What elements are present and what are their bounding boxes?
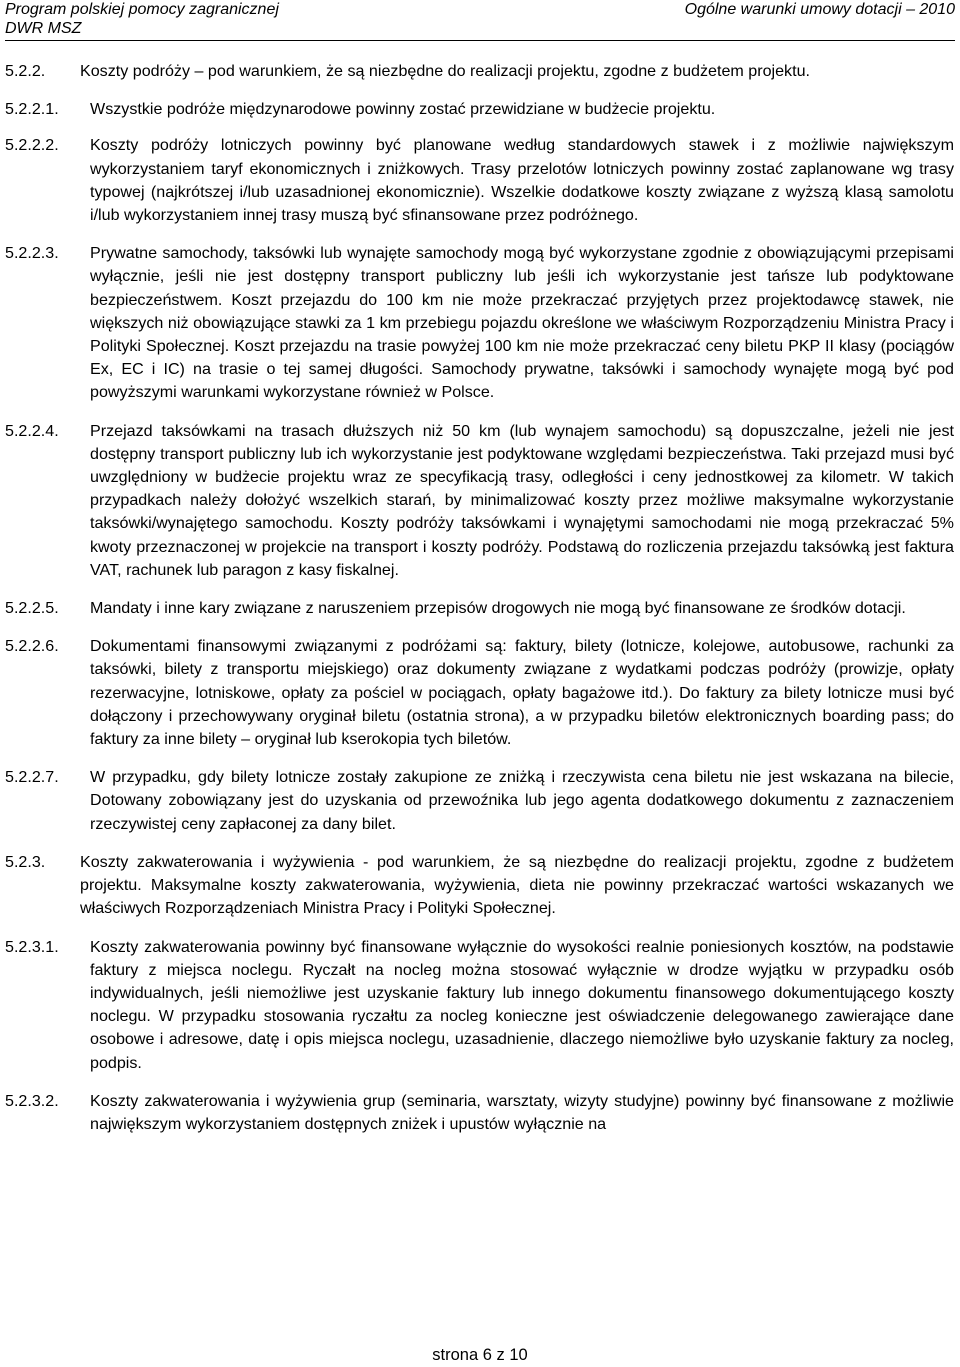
section-number: 5.2.3. — [5, 852, 46, 871]
section-text: Prywatne samochody, taksówki lub wynajęte samochody mogą być wykorzystane zgodnie z obowiązującymi przepisami wyłącznie, jeśli nie jest dostępny transport publiczny lub jeśli ich wykorzystanie jest tańsze lub podyktowane bezpieczeństwem. Koszt przejazdu do 100 km nie może przekraczać przyjętych przez projektodawcę stawek, nie większych niż obowiązujące stawki za 1 km przebiegu pojazdu określone we właściwym Rozporządzeniu Ministra Pracy i Polityki Społecznej. Koszt przejazdu na trasie powyżej 100 km nie może przekraczać ceny biletu PKP II klasy (pociągów Ex, EC i IC) na trasie o tej samej długości. Samochody prywatne, taksówki i samochody wynajęte mogą być pod powyższymi warunkami wykorzystane również w Polsce. — [90, 244, 954, 402]
header-program: Program polskiej pomocy zagranicznej — [5, 1, 279, 18]
section-number: 5.2.2.4. — [5, 421, 59, 440]
section-5-2-2-5 — [5, 597, 954, 620]
section-5-2-2-3 — [5, 242, 954, 404]
section-number: 5.2.2.3. — [5, 244, 59, 263]
section-number: 5.2.2.7. — [5, 768, 59, 787]
section-5-2-2-7 — [5, 766, 954, 836]
header-title: Ogólne warunki umowy dotacji – 2010 — [684, 1, 955, 18]
section-5-2-2-2 — [5, 134, 954, 227]
section-text: Koszty zakwaterowania i wyżywienia - pod warunkiem, że są niezbędne do realizacji projektu, zgodne z budżetem projektu. Maksymalne koszty zakwaterowania, wyżywienia, dieta nie powinny przekraczać wartości wskazanych we właściwych Rozporządzeniach Ministra Pracy i Polityki Społecznej. — [80, 852, 954, 918]
section-number: 5.2.2.2. — [5, 136, 59, 155]
section-5-2-3-1 — [5, 936, 954, 1075]
section-5-2-3-2 — [5, 1090, 954, 1136]
section-text: Koszty podróży lotniczych powinny być planowane według standardowych stawek i z możliwie największym wykorzystaniem taryf ekonomicznych i zniżkowych. Trasy przelotów lotniczych powinny zostać zaplanowane wg trasy typowej (najkrótszej i/lub uzasadnionej ekonomicznie). Wszelkie dodatkowe koszty związane z wyższą klasą samolotu i/lub wykorzystaniem innej trasy muszą być sfinansowane przez podróżnego. — [90, 136, 954, 225]
section-number: 5.2.2.6. — [5, 637, 59, 656]
section-text: Mandaty i inne kary związane z naruszeniem przepisów drogowych nie mogą być finansowane ze środków dotacji. — [90, 599, 906, 618]
section-text: Dokumentami finansowymi związanymi z podróżami są: faktury, bilety (lotnicze, kolejowe, autobusowe, rachunki za taksówki, bilety z transportu miejskiego) oraz dokumenty związane z wydatkami podczas podróży (prowizje, opłaty rezerwacyjne, lotniskowe, opłaty za pościel w pociągach, opłaty bagażowe itd.). Do faktury za bilety lotnicze musi być dołączony i przechowywany oryginał biletu (ostatnia strona), a w przypadku biletów elektronicznych boarding pass; do faktury za inne bilety – oryginał lub kserokopia tych biletów. — [90, 637, 954, 749]
section-text: Koszty zakwaterowania powinny być finansowane wyłącznie do wysokości realnie poniesionych kosztów, na podstawie faktury z miejsca noclegu. Ryczałt na nocleg można stosować wyłącznie w drodze wyjątku w przypadku osób indywidualnych, jeśli niemożliwe jest uzyskanie faktury lub innego dokumentu finansowego dokumentującego koszty noclegu. W przypadku stosowania ryczałtu za nocleg konieczne jest oświadczenie delegowanego zawierające dane osobowe i adresowe, datę i opis miejsca noclegu, uzasadnienie, dlaczego niemożliwe było uzyskanie faktury za nocleg, podpis. — [90, 937, 954, 1072]
section-5-2-2-1 — [5, 98, 954, 121]
section-text: Koszty podróży – pod warunkiem, że są niezbędne do realizacji projektu, zgodne z budżetem projektu. — [80, 62, 810, 80]
page-number: strona 6 z 10 — [432, 1346, 528, 1364]
section-text: Koszty zakwaterowania i wyżywienia grup (seminaria, warsztaty, wizyty studyjne) powinny być finansowane z możliwie największym wykorzystaniem dostępnych zniżek i upustów wyłącznie na — [90, 1091, 954, 1133]
section-5-2-2 — [5, 60, 954, 83]
section-5-2-2-6 — [5, 635, 954, 751]
section-number: 5.2.2. — [5, 62, 46, 80]
section-5-2-3 — [5, 851, 954, 921]
page-header — [5, 0, 955, 41]
document-body — [5, 60, 954, 1151]
header-department: DWR MSZ — [5, 20, 82, 37]
section-text: Przejazd taksówkami na trasach dłuższych niż 50 km (lub wynajem samochodu) są dopuszczalne, jeżeli nie jest dostępny transport publiczny lub ich wykorzystanie jest podyktowane względami bezpieczeństwa. Taki przejazd musi być uwzględniony w budżecie projektu wraz ze specyfikacją trasy, odległości i ceny jednostkowej za kilometr. W takich przypadkach należy dołożyć wszelkich starań, by minimalizować koszty przez możliwe maksymalne wykorzystanie taksówki/wynajętego samochodu. Koszty podróży taksówkami i wynajętymi samochodami nie mogą przekraczać 5% kwoty przeznaczonej w projekcie na transport i koszty podróży. Podstawą do rozliczenia przejazdu taksówką jest faktura VAT, rachunek lub paragon z kasy fiskalnej. — [90, 421, 954, 579]
section-number: 5.2.2.5. — [5, 599, 59, 618]
section-number: 5.2.3.2. — [5, 1091, 59, 1110]
section-number: 5.2.3.1. — [5, 937, 59, 956]
section-5-2-2-4 — [5, 420, 954, 582]
section-text: W przypadku, gdy bilety lotnicze zostały zakupione ze zniżką i rzeczywista cena biletu nie jest wskazana na bilecie, Dotowany zobowiązany jest do uzyskania od przewoźnika lub jego agenta dodatkowego dokumentu z zaznaczeniem rzeczywistej ceny zapłaconej za dany bilet. — [90, 768, 954, 833]
section-number: 5.2.2.1. — [5, 100, 59, 119]
section-text: Wszystkie podróże międzynarodowe powinny zostać przewidziane w budżecie projektu. — [90, 100, 716, 119]
